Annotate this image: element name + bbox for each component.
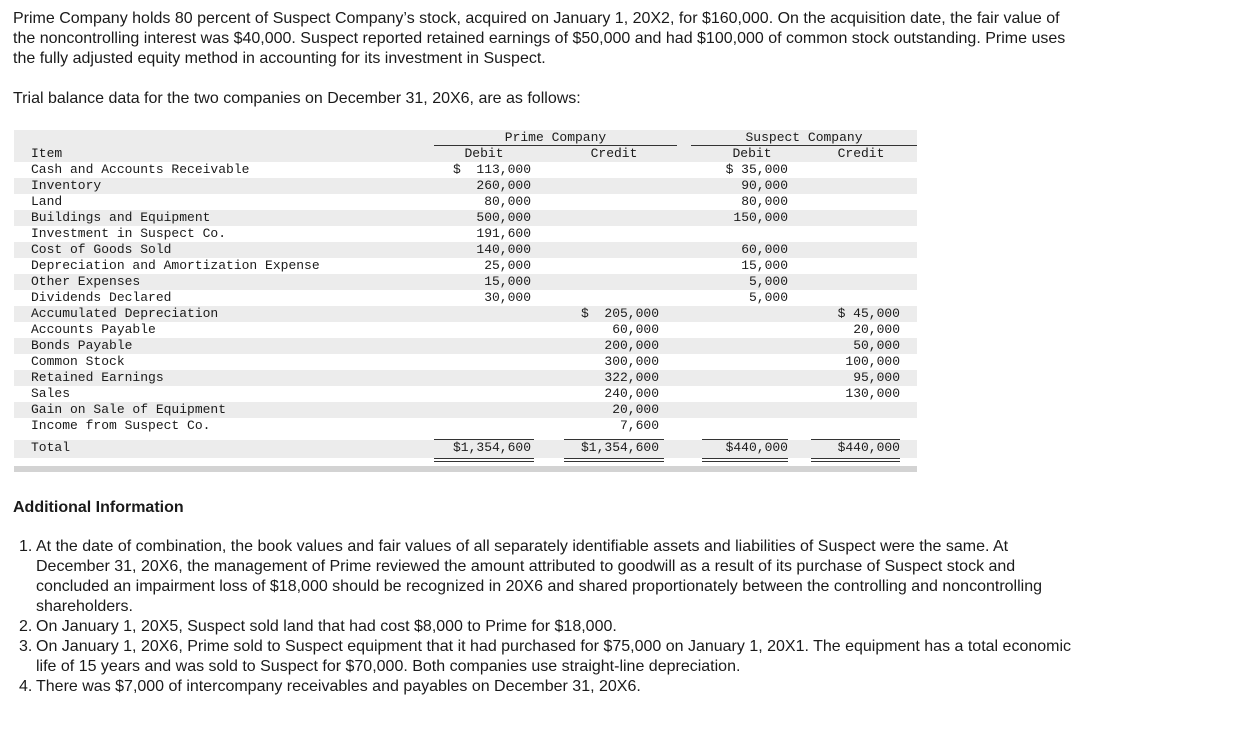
suspect-credit-header: Credit	[837, 146, 885, 161]
item-cell: Common Stock	[31, 354, 125, 369]
prime-credit-cell: 300,000	[604, 354, 659, 369]
prime-debit-cell: $ 113,000	[452, 162, 531, 177]
total-rule	[811, 461, 900, 462]
prime-credit-cell: 7,600	[619, 418, 659, 433]
note-text: On January 1, 20X5, Suspect sold land that had cost $8,000 to Prime for $18,000.	[36, 618, 617, 635]
suspect-debit-cell: 150,000	[733, 210, 788, 225]
total-rule	[564, 458, 664, 459]
suspect-credit-cell: 130,000	[845, 386, 900, 401]
prime-credit-cell: 20,000	[612, 402, 659, 417]
prime-debit-cell: 260,000	[476, 178, 531, 193]
note-number: 4.	[19, 678, 33, 695]
note-number: 1.	[19, 538, 33, 555]
prime-credit-header: Credit	[590, 146, 638, 161]
suspect-credit-cell: 95,000	[853, 370, 900, 385]
note-text: There was $7,000 of intercompany receivables and payables on December 31, 20X6.	[36, 678, 641, 695]
total-rule	[702, 458, 788, 459]
total-rule	[702, 461, 788, 462]
suspect-debit-header: Debit	[732, 146, 772, 161]
additional-info-list	[13, 537, 1073, 697]
suspect-debit-cell: $ 35,000	[725, 162, 788, 177]
prime-debit-header: Debit	[464, 146, 504, 161]
prime-credit-cell: 200,000	[604, 338, 659, 353]
note-item	[13, 637, 1073, 677]
item-cell: Sales	[31, 386, 71, 401]
prime-credit-cell: 322,000	[604, 370, 659, 385]
suspect-debit-cell: 15,000	[741, 258, 788, 273]
note-item	[13, 537, 1073, 617]
item-cell: Accounts Payable	[31, 322, 156, 337]
additional-info-heading: Additional Information	[13, 499, 184, 516]
note-number: 3.	[19, 638, 33, 655]
prime-company-header: Prime Company	[504, 130, 607, 145]
total-rule	[702, 439, 788, 440]
total-rule	[564, 461, 664, 462]
prime-credit-cell: 240,000	[604, 386, 659, 401]
item-cell: Bonds Payable	[31, 338, 133, 353]
item-cell: Income from Suspect Co.	[31, 418, 211, 433]
prime-debit-cell: 15,000	[484, 274, 531, 289]
item-cell: Depreciation and Amortization Expense	[31, 258, 320, 273]
note-item	[13, 677, 1073, 697]
suspect-debit-cell: 5,000	[748, 274, 788, 289]
item-cell: Land	[31, 194, 63, 209]
prime-debit-cell: 80,000	[484, 194, 531, 209]
prime-credit-cell: $ 205,000	[580, 306, 659, 321]
total-rule	[811, 439, 900, 440]
table-bottom-bar	[14, 466, 917, 472]
suspect-company-header: Suspect Company	[745, 130, 863, 145]
prime-debit-cell: 25,000	[484, 258, 531, 273]
prime-debit-cell: $1,354,600	[452, 440, 531, 455]
prime-credit-cell: 60,000	[612, 322, 659, 337]
item-cell: Buildings and Equipment	[31, 210, 211, 225]
suspect-debit-cell: 60,000	[741, 242, 788, 257]
item-cell: Gain on Sale of Equipment	[31, 402, 227, 417]
note-text: At the date of combination, the book values and fair values of all separately identifiable assets and liabilities of Suspect were the same. At December 31, 20X6, the management of Prime reviewed the amount attributed to goodwill as a result of its purchase of Suspect stock and concluded an impairment loss of $18,000 should be recognized in 20X6 and shared proportionately between the controlling and noncontrolling shareholders.	[36, 538, 1043, 615]
suspect-debit-cell: 80,000	[741, 194, 788, 209]
note-number: 2.	[19, 618, 33, 635]
item-cell: Retained Earnings	[31, 370, 164, 385]
total-rule	[811, 458, 900, 459]
total-rule	[434, 458, 534, 459]
item-cell: Cash and Accounts Receivable	[31, 162, 250, 177]
item-cell: Investment in Suspect Co.	[31, 226, 227, 241]
suspect-debit-cell: 90,000	[741, 178, 788, 193]
item-cell: Inventory	[31, 178, 102, 193]
total-rule	[564, 439, 664, 440]
suspect-credit-cell: 20,000	[853, 322, 900, 337]
suspect-credit-cell: $440,000	[837, 440, 900, 455]
trial-balance-intro: Trial balance data for the two companies on December 31, 20X6, are as follows:	[13, 90, 581, 107]
item-cell: Dividends Declared	[31, 290, 172, 305]
trial-balance-table	[14, 130, 917, 472]
prime-credit-cell: $1,354,600	[580, 440, 659, 455]
item-cell: Accumulated Depreciation	[31, 306, 219, 321]
item-cell: Cost of Goods Sold	[31, 242, 172, 257]
item-cell: Other Expenses	[31, 274, 141, 289]
suspect-credit-cell: $ 45,000	[837, 306, 900, 321]
total-rule	[434, 461, 534, 462]
suspect-debit-cell: 5,000	[748, 290, 788, 305]
item-cell: Total	[31, 440, 71, 455]
suspect-credit-cell: 50,000	[853, 338, 900, 353]
prime-debit-cell: 500,000	[476, 210, 531, 225]
note-item	[13, 617, 1073, 637]
prime-debit-cell: 191,600	[476, 226, 531, 241]
total-rule	[434, 439, 534, 440]
prime-debit-cell: 30,000	[484, 290, 531, 305]
prime-debit-cell: 140,000	[476, 242, 531, 257]
note-text: On January 1, 20X6, Prime sold to Suspect equipment that it had purchased for $75,000 on January 1, 20X1. The equipment has a total economic life of 15 years and was sold to Suspect for $70,000. Both companies use straight-line depreciation.	[36, 638, 1072, 675]
suspect-credit-cell: 100,000	[845, 354, 900, 369]
suspect-debit-cell: $440,000	[725, 440, 788, 455]
intro-paragraph: Prime Company holds 80 percent of Suspect Company’s stock, acquired on January 1, 20X2, for $160,000. On the acquisition date, the fair value of the noncontrolling interest was $40,000. Suspect reported retained earnings of $50,000 and had $100,000 of common stock outstanding. Prime uses the fully adjusted equity method in accounting for its investment in Suspect.	[13, 10, 1066, 67]
item-column-header: Item	[31, 146, 63, 161]
